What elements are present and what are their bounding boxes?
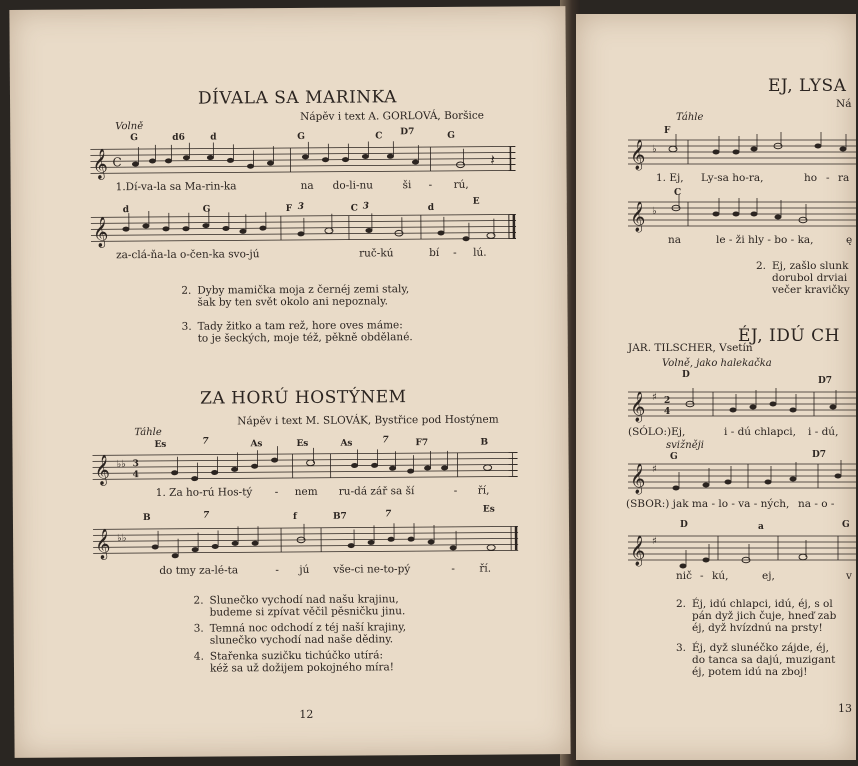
chord-symbol: D7 <box>812 450 827 460</box>
chord-symbol: C <box>350 203 358 214</box>
music-staff <box>92 444 522 487</box>
lyric-text: (SÓLO:)Ej, <box>628 426 686 438</box>
chord-symbol: G <box>297 131 306 142</box>
lyric-text: 1.Dí-va-la sa Ma-rin-ka <box>115 180 237 194</box>
verse-number: 3. <box>181 320 192 333</box>
verse-text: Stařenka suzičku tichúčko utírá: kéž sa už dožijem pokojného míra! <box>209 649 395 675</box>
lyric-text: na - o - <box>798 498 835 510</box>
lyric-text: - <box>826 172 830 184</box>
svg-text:C: C <box>112 155 122 170</box>
lyric-text: jú <box>299 563 310 576</box>
chord-symbol: D <box>682 370 690 380</box>
treble-clef-icon: 𝄞 <box>630 140 646 170</box>
lyric-text: ę <box>846 234 853 246</box>
svg-text:♭: ♭ <box>652 206 657 217</box>
chord-symbol: C <box>674 188 682 198</box>
svg-text:♭♭: ♭♭ <box>116 459 127 471</box>
lyric-text: ho <box>804 172 818 184</box>
chord-symbol: a <box>758 522 764 532</box>
lyric-text: (SBOR:) jak ma - lo - va - ných, <box>626 498 790 510</box>
chord-symbol: G <box>447 130 456 141</box>
verse-text: Éj, idú chlapci, idú, éj, s ol pán dyž jich čuje, hneď zab éj, dyž hvízdnú na prsty! <box>692 598 837 634</box>
treble-clef-icon: 𝄞 <box>630 392 646 422</box>
lyric-text: vše-ci ne-to-pý <box>333 563 411 576</box>
song-title: DÍVALA SA MARINKA <box>197 87 397 109</box>
lyric-text: le - ži hly - bo - ka, <box>716 234 814 246</box>
chord-symbol: d <box>210 132 217 143</box>
verse-number: 4. <box>193 650 204 663</box>
chord-symbol: E <box>472 196 480 207</box>
lyric-text: nič <box>676 570 693 582</box>
lyric-text: ej, <box>762 570 775 582</box>
lyric-text: rú, <box>453 178 469 191</box>
tempo-marking: Táhle <box>134 426 162 439</box>
svg-text:♭♭: ♭♭ <box>117 533 127 545</box>
lyric-text: lú. <box>473 246 487 259</box>
chord-symbol: Es <box>482 504 495 515</box>
verse-number: 2. <box>193 594 204 607</box>
chord-symbol: 7 <box>202 436 209 447</box>
chord-symbol: G <box>670 452 678 462</box>
music-staff <box>90 138 520 181</box>
lyric-text: - <box>700 570 704 582</box>
lyric-text: ří, <box>477 484 490 497</box>
tempo-marking: Volně <box>115 121 144 133</box>
svg-text:♯: ♯ <box>652 536 657 547</box>
verse-text: Éj, dyž slunéčko zájde, éj, do tanca sa dajú, muzigant éj, potem idú na zboj! <box>692 642 836 678</box>
chord-symbol: f <box>292 511 297 522</box>
chord-symbol: B <box>480 437 489 448</box>
treble-clef-icon: 𝄞 <box>92 217 109 248</box>
chord-symbol: Es <box>296 438 309 449</box>
lyric-text: ra <box>838 172 850 184</box>
svg-text:4: 4 <box>132 470 139 481</box>
music-staff <box>628 528 858 568</box>
lyric-text: - <box>453 484 458 497</box>
verse-number: 3. <box>676 642 687 654</box>
lyric-text: do-li-nu <box>332 179 374 192</box>
chord-symbol: 3 <box>297 201 305 212</box>
verse-text: Temná noc odchodí z téj naší krajiny, slunečko vychodí nad naše dědiny. <box>209 621 407 647</box>
chord-symbol: 7 <box>384 509 392 520</box>
lyric-text: ří. <box>479 562 492 575</box>
svg-text:♯: ♯ <box>652 464 657 475</box>
right-page <box>576 14 856 760</box>
svg-text:♭: ♭ <box>652 144 657 155</box>
svg-text:♯: ♯ <box>652 392 657 403</box>
song-credit: Ná <box>836 98 852 110</box>
song-credit: Nápěv i text M. SLOVÁK, Bystřice pod Hostýnem <box>237 413 499 428</box>
music-staff <box>93 518 523 565</box>
left-page <box>9 6 570 758</box>
chord-symbol: D <box>680 520 688 530</box>
music-staff <box>91 203 521 249</box>
lyric-text: i - dú, <box>808 426 839 438</box>
treble-clef-icon: 𝄞 <box>94 455 111 486</box>
chord-symbol: D7 <box>400 127 415 138</box>
verse-text: Slunečko vychodí nad našu krajinu, budeme si zpívat věčil pěsničku jinu. <box>209 593 406 619</box>
treble-clef-icon: 𝄞 <box>630 536 646 566</box>
music-staff <box>628 384 858 424</box>
chord-symbol: d6 <box>172 132 185 143</box>
chord-symbol: As <box>340 438 353 449</box>
song-title: EJ, LYSA <box>768 76 847 96</box>
treble-clef-icon: 𝄞 <box>92 149 108 180</box>
song-title: ZA HORÚ HOSTÝNEM <box>200 387 407 409</box>
lyric-text: 1. Ej, <box>656 172 684 184</box>
lyric-text: v <box>846 570 852 582</box>
song-credit: Nápěv i text A. GORLOVÁ, Boršice <box>300 109 485 123</box>
verse-text: Dyby mamička moja z černéj zemi staly, šak by ten svět okolo ani nepoznaly. <box>197 283 410 309</box>
lyric-text: 1. Za ho-rú Hos-tý <box>155 486 253 499</box>
chord-symbol: F <box>664 126 671 136</box>
verse-number: 2. <box>756 260 767 272</box>
treble-clef-icon: 𝄞 <box>630 464 646 494</box>
chord-symbol: G <box>130 133 139 144</box>
page-number: 12 <box>299 707 314 721</box>
lyric-text: - <box>428 179 433 192</box>
lyric-text: - <box>275 564 279 577</box>
chord-symbol: Es <box>154 439 167 450</box>
tempo-marking: Volně, jako halekačka <box>662 358 772 369</box>
verse-number: 3. <box>193 622 204 635</box>
lyric-text: do tmy za-lé-ta <box>159 564 239 577</box>
verse-number: 2. <box>181 284 192 297</box>
music-staff <box>628 456 858 496</box>
chord-symbol: As <box>250 439 263 450</box>
treble-clef-icon: 𝄞 <box>630 202 646 232</box>
chord-symbol: G <box>202 204 211 215</box>
lyric-text: na <box>668 234 682 246</box>
svg-text:2: 2 <box>664 396 671 406</box>
chord-symbol: B7 <box>332 511 347 522</box>
lyric-text: nem <box>294 485 318 498</box>
lyric-text: za-clá-ňa-la o-čen-ka svo-jú <box>116 248 260 262</box>
lyric-text: ru-dá zář sa ší <box>338 485 415 498</box>
chord-symbol: C <box>375 131 383 142</box>
lyric-text: Ly-sa ho-ra, <box>701 172 764 184</box>
verse-text: Tady žitko a tam rež, hore oves máme: to je šeckých, moje též, pěkně obdělané. <box>197 319 413 345</box>
chord-symbol: 7 <box>382 435 389 446</box>
tempo-marking: svižněji <box>666 440 704 451</box>
treble-clef-icon: 𝄞 <box>95 529 111 560</box>
chord-symbol: 3 <box>362 201 370 212</box>
lyric-text: ši <box>402 179 412 192</box>
lyric-text: i - dú chlapci, <box>724 426 796 438</box>
song-title: ÉJ, IDÚ CH <box>738 326 840 346</box>
svg-text:3: 3 <box>132 459 139 470</box>
verse-number: 2. <box>676 598 687 610</box>
verse-text: Ej, zašlo slunk dorubol drviai večer kravičky <box>772 260 850 296</box>
chord-symbol: 7 <box>202 510 210 521</box>
lyric-text: na <box>300 179 314 192</box>
song-credit: JAR. TILSCHER, Vsetín <box>628 342 753 354</box>
chord-symbol: F7 <box>415 438 429 449</box>
lyric-text: kú, <box>712 570 729 582</box>
chord-symbol: F <box>285 203 293 215</box>
tempo-marking: Táhle <box>676 112 704 123</box>
svg-text:𝄽: 𝄽 <box>490 152 495 169</box>
lyric-text: - <box>451 562 455 575</box>
chord-symbol: D7 <box>818 376 833 386</box>
chord-symbol: G <box>842 520 850 530</box>
svg-text:4: 4 <box>664 407 671 417</box>
music-staff <box>628 194 858 234</box>
chord-symbol: B <box>142 512 151 524</box>
music-staff <box>628 132 858 172</box>
chord-symbol: d <box>122 205 130 216</box>
lyric-text: - <box>274 486 279 499</box>
lyric-text: - <box>453 246 457 259</box>
page-number: 13 <box>838 702 852 715</box>
lyric-text: ruč-kú <box>359 247 394 260</box>
chord-symbol: d <box>427 202 435 214</box>
lyric-text: bí <box>429 246 440 260</box>
